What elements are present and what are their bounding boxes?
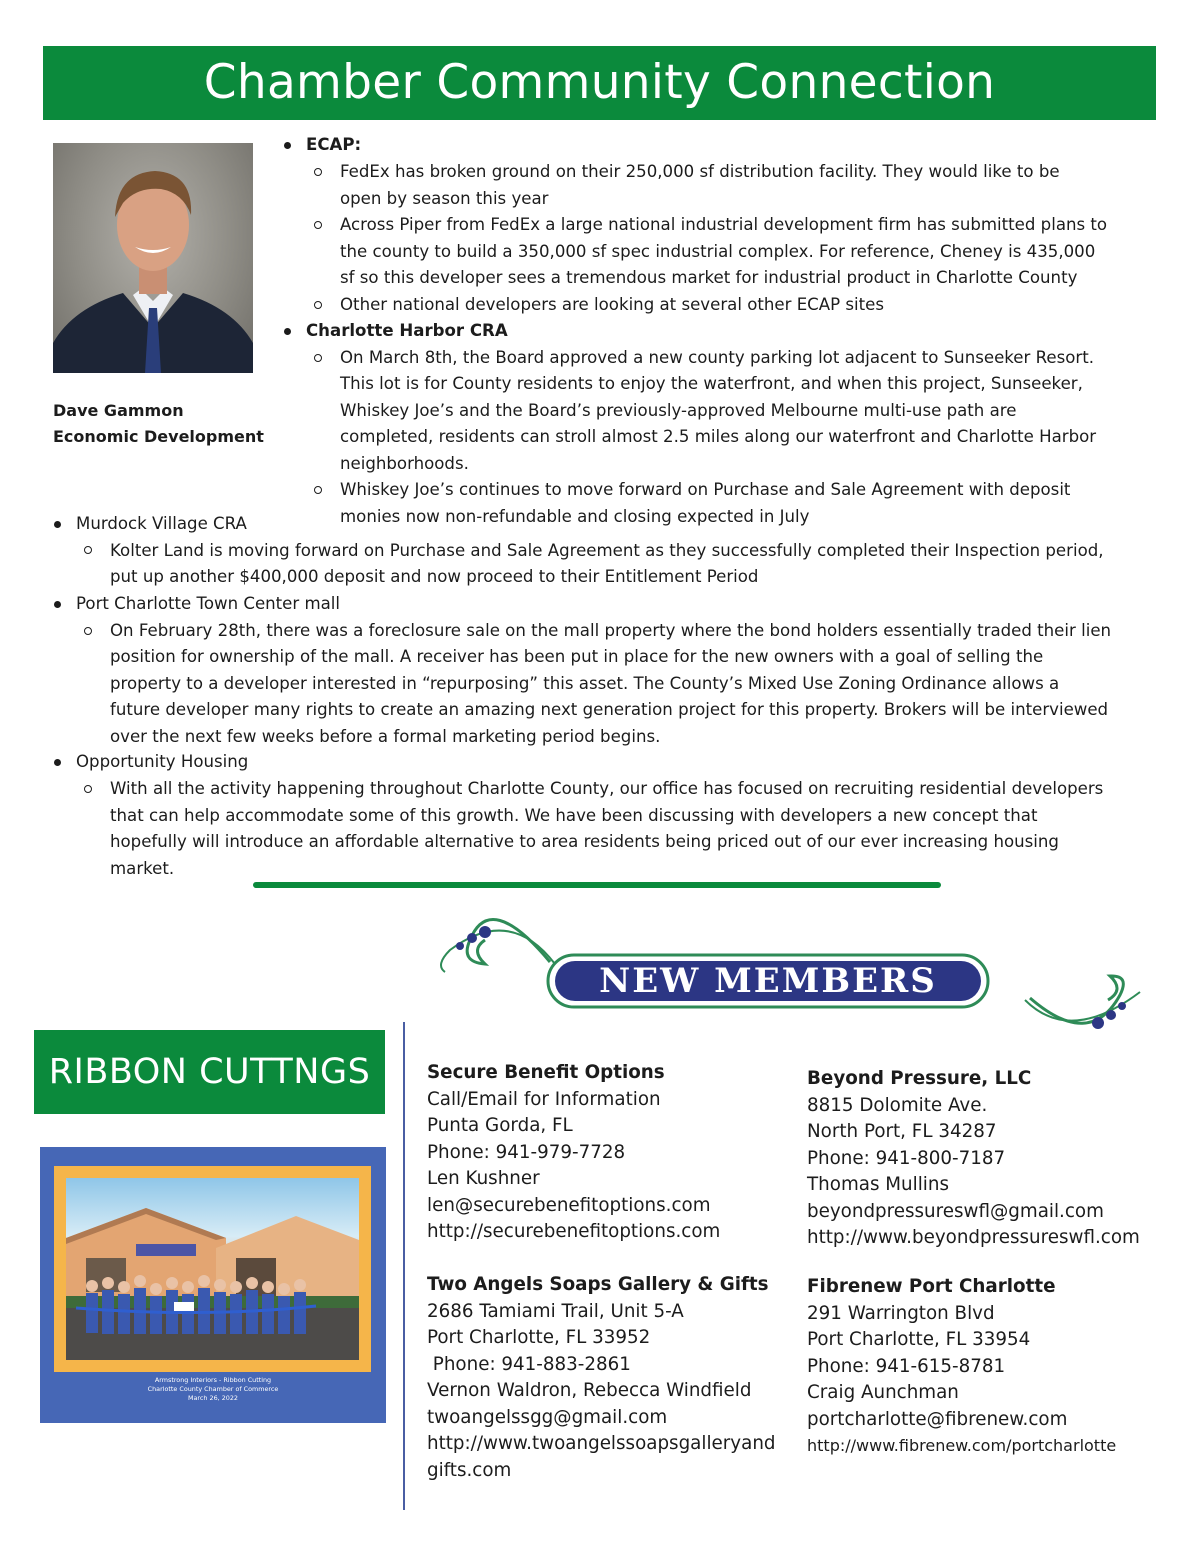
member-website: http://www.fibrenew.com/portcharlotte <box>807 1436 1117 1455</box>
list-item-line: FedEx has broken ground on their 250,000 sf distribution facility. They would like to be <box>340 162 1060 181</box>
profile-role: Economic Development <box>53 427 264 446</box>
list-item-line: future developer many rights to create an amazing next generation project for this property. Brokers will be interviewed <box>110 700 1109 719</box>
member-email: len@securebenefitoptions.com <box>427 1194 711 1216</box>
sub-bullet <box>314 168 322 176</box>
bullet-dot <box>284 142 291 149</box>
member-listing <box>807 1274 1116 1460</box>
list-item-line: position for ownership of the mall. A receiver has been put in place for the new owners with a goal of selling the <box>110 647 1044 666</box>
member-name: Secure Benefit Options <box>427 1062 665 1083</box>
caption-line: Charlotte County Chamber of Commerce <box>147 1385 279 1393</box>
list-item-line: Other national developers are looking at several other ECAP sites <box>340 294 885 314</box>
list-item-line: open by season this year <box>340 188 549 208</box>
list-item-line: property to a developer interested in “repurposing” this asset. The County’s Mixed Use Zoning Ordinance allows a <box>110 673 1060 693</box>
list-item-line: hopefully will introduce an affordable alternative to area residents being priced out of our ever increasing housing <box>110 832 1059 851</box>
sub-bullet <box>84 785 92 793</box>
sub-bullet <box>314 354 322 362</box>
member-detail: Phone: 941-800-7187 <box>807 1147 1006 1169</box>
column-divider <box>403 1022 405 1510</box>
member-detail: North Port, FL 34287 <box>807 1121 997 1142</box>
member-email: beyondpressureswfl@gmail.com <box>807 1200 1104 1222</box>
ribbon-cuttings-title: RIBBON CUTTNGS <box>48 1052 371 1092</box>
member-detail: 8815 Dolomite Ave. <box>807 1094 988 1116</box>
member-listing <box>427 1272 776 1484</box>
sub-bullet <box>314 486 322 494</box>
member-detail: Len Kushner <box>427 1168 540 1189</box>
ribbon-cuttings-heading-box <box>34 1030 385 1114</box>
member-name: Two Angels Soaps Gallery & Gifts <box>427 1274 769 1295</box>
profile-caption <box>53 398 264 450</box>
section-heading-housing: Opportunity Housing <box>76 752 249 771</box>
member-detail: Port Charlotte, FL 33952 <box>427 1327 651 1348</box>
section-heading-mall: Port Charlotte Town Center mall <box>76 594 341 613</box>
list-item-line: This lot is for County residents to enjoy the waterfront, and when this project, Sunseeker, <box>340 374 1083 393</box>
newsletter-banner <box>43 46 1156 120</box>
list-item-line: Kolter Land is moving forward on Purchase and Sale Agreement as they successfully completed their Inspection period, <box>110 540 1104 560</box>
list-item-line: Whiskey Joe’s continues to move forward on Purchase and Sale Agreement with deposit <box>340 480 1071 499</box>
sub-bullet <box>84 627 92 635</box>
member-detail: Call/Email for Information <box>427 1088 661 1110</box>
list-item-line: On March 8th, the Board approved a new county parking lot adjacent to Sunseeker Resort. <box>340 347 1095 367</box>
section-divider <box>253 882 941 888</box>
member-email: twoangelssgg@gmail.com <box>427 1406 668 1428</box>
section-heading-ecap: ECAP: <box>306 135 362 154</box>
list-item-line: over the next few weeks before a formal marketing period begins. <box>110 726 661 746</box>
list-item-line: sf so this developer sees a tremendous market for industrial product in Charlotte County <box>340 268 1078 287</box>
member-listing <box>427 1060 720 1246</box>
profile-name: Dave Gammon <box>53 401 184 420</box>
bullet-dot <box>54 759 61 766</box>
bullet-dot <box>284 328 291 335</box>
member-detail: Phone: 941-979-7728 <box>427 1141 626 1163</box>
list-item-line: completed, residents can stroll almost 2.5 miles along our waterfront and Charlotte Harbor <box>340 427 1097 446</box>
member-detail: Craig Aunchman <box>807 1382 959 1403</box>
caption-line: Armstrong Interiors - Ribbon Cutting <box>154 1376 272 1384</box>
profile-photo <box>53 143 253 373</box>
member-detail: 2686 Tamiami Trail, Unit 5-A <box>427 1300 684 1322</box>
ribbon-cutting-photo-frame <box>54 1166 371 1372</box>
member-website: gifts.com <box>427 1459 512 1481</box>
list-item-line: On February 28th, there was a foreclosure sale on the mall property where the bond holders essentially traded their lien <box>110 620 1112 640</box>
member-name: Fibrenew Port Charlotte <box>807 1276 1056 1297</box>
sub-bullet <box>314 221 322 229</box>
section-heading-cra: Charlotte Harbor CRA <box>306 321 508 340</box>
member-detail: Thomas Mullins <box>807 1174 949 1195</box>
list-item-line: that can help accommodate some of this growth. We have been discussing with developers a new concept that <box>110 805 1038 825</box>
list-item-line: put up another $400,000 deposit and now proceed to their Entitlement Period <box>110 567 759 586</box>
list-item-line: the county to build a 350,000 sf spec industrial complex. For reference, Cheney is 435,000 <box>340 241 1096 261</box>
banner-title: Chamber Community Connection <box>203 55 996 110</box>
list-item-line: monies now non-refundable and closing expected in July <box>340 506 810 526</box>
bullet-dot <box>54 601 61 608</box>
new-members-title: NEW MEMBERS <box>599 961 937 1001</box>
member-detail: Phone: 941-883-2861 <box>427 1353 631 1375</box>
ribbon-cutting-card <box>40 1147 386 1423</box>
list-item-line: market. <box>110 858 175 878</box>
list-item-line: With all the activity happening throughout Charlotte County, our office has focused on recruiting residential developers <box>110 779 1104 798</box>
section-heading-murdock: Murdock Village CRA <box>76 514 247 533</box>
caption-line: March 26, 2022 <box>188 1394 238 1402</box>
member-listing <box>807 1066 1140 1252</box>
sub-bullet <box>84 546 92 554</box>
ribbon-cutting-illustration <box>66 1178 359 1360</box>
bullet-dot <box>54 521 61 528</box>
new-members-banner <box>430 900 1150 1040</box>
member-detail: Phone: 941-615-8781 <box>807 1355 1006 1377</box>
member-website: http://www.beyondpressureswfl.com <box>807 1227 1140 1248</box>
member-detail: Vernon Waldron, Rebecca Windfield <box>427 1380 752 1401</box>
member-name: Beyond Pressure, LLC <box>807 1068 1032 1089</box>
sub-bullet <box>314 301 322 309</box>
member-detail: Punta Gorda, FL <box>427 1115 573 1136</box>
member-website: http://securebenefitoptions.com <box>427 1221 721 1242</box>
member-detail: Port Charlotte, FL 33954 <box>807 1329 1031 1350</box>
portrait-illustration <box>53 143 253 373</box>
member-website: http://www.twoangelssoapsgalleryand <box>427 1433 776 1454</box>
list-item-line: Across Piper from FedEx a large national industrial development firm has submitted plans to <box>340 215 1108 234</box>
ribbon-cutting-caption <box>40 1376 386 1403</box>
ribbon-cutting-photo <box>66 1178 359 1360</box>
member-email: portcharlotte@fibrenew.com <box>807 1408 1068 1430</box>
list-item-line: neighborhoods. <box>340 453 469 473</box>
member-detail: 291 Warrington Blvd <box>807 1302 995 1324</box>
list-item-line: Whiskey Joe’s and the Board’s previously-approved Melbourne multi-use path are <box>340 400 1017 420</box>
